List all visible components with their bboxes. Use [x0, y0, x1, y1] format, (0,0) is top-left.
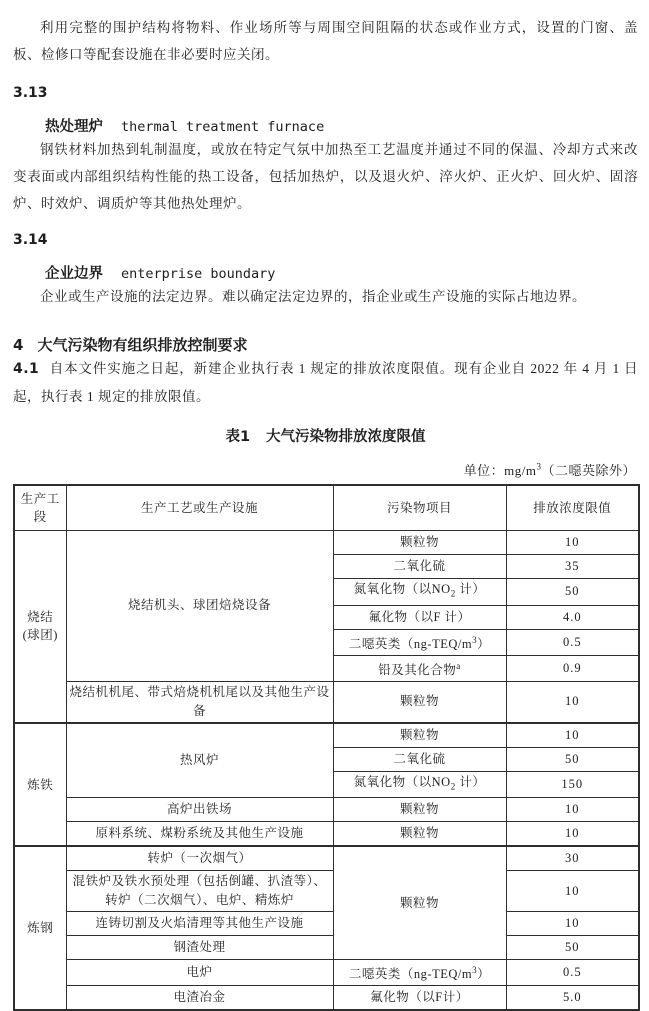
limit-cell: 4.0	[506, 605, 639, 629]
table-1-caption	[13, 425, 638, 446]
pollutant-cell: 颗粒物	[333, 822, 506, 847]
table-row	[14, 936, 639, 960]
header-process: 生产工艺或生产设施	[66, 485, 333, 531]
limit-cell: 50	[506, 936, 639, 960]
pollutant-text: 计）	[455, 582, 486, 596]
table-row	[14, 912, 639, 936]
process-cell: 烧结机机尾、带式焙烧机机尾以及其他生产设备	[66, 681, 333, 723]
pollutant-text: 计）	[455, 774, 486, 789]
table-1-unit-note	[13, 460, 636, 479]
pollutant-footnote-marker: a	[456, 660, 461, 671]
pollutant-superscript: 3	[472, 965, 478, 976]
pollutant-text: 氮氧化物（以NO	[353, 582, 451, 596]
pollutant-cell: 颗粒物	[333, 531, 506, 555]
process-cell: 转炉（一次烟气）	[66, 846, 333, 871]
limit-cell: 0.5	[506, 629, 639, 655]
table-row	[14, 986, 639, 1011]
pollutant-cell	[333, 960, 506, 986]
section-4-title: 大气污染物有组织排放控制要求	[37, 336, 248, 354]
limit-cell: 50	[506, 579, 639, 606]
limit-cell: 10	[506, 681, 639, 723]
stage-steelmaking-label: 炼钢	[27, 921, 54, 936]
limit-cell: 10	[506, 531, 639, 555]
pollutant-text: 二噁英类（ng-TEQ/m	[348, 967, 473, 982]
stage-cell-ironmaking	[14, 723, 66, 847]
pollutant-cell: 颗粒物	[333, 723, 506, 748]
limit-cell: 50	[506, 747, 639, 771]
clause-number-3-13: 3.13	[13, 85, 48, 101]
limit-cell: 10	[506, 912, 639, 936]
pollutant-cell	[333, 771, 506, 798]
term-line-3-14	[45, 262, 638, 283]
clause-number-3-14: 3.14	[13, 232, 48, 248]
table-row	[14, 681, 639, 723]
limit-cell: 10	[506, 871, 639, 912]
process-cell: 高炉出铁场	[66, 798, 333, 822]
table-row	[14, 846, 639, 871]
clause-4-1-number: 4.1	[13, 361, 40, 377]
emission-limits-table	[13, 484, 640, 1011]
table-1-caption-label: 表1	[225, 429, 251, 445]
clause-4-1-paragraph	[13, 355, 638, 410]
definition-3-13: 钢铁材料加热到轧制温度，或放在特定气氛中加热至工艺温度并通过不同的保温、冷却方式来改变表面或内部组织结构性能的热工设备，包括加热炉，以及退火炉、淬火炉、正火炉、回火炉、固溶炉、时效炉、调质炉等其他热处理炉。	[13, 142, 638, 211]
limit-cell: 0.9	[506, 655, 639, 681]
pollutant-text: ）	[477, 636, 491, 651]
pollutant-subscript: 2	[450, 781, 456, 792]
term-line-3-13	[45, 115, 638, 136]
stage-cell-steelmaking	[14, 846, 66, 1010]
limit-cell: 10	[506, 723, 639, 748]
pollutant-subscript: 2	[450, 588, 456, 599]
pollutant-text: 二噁英类（ng-TEQ/m	[348, 636, 473, 651]
table-row	[14, 531, 639, 555]
process-cell: 连铸切割及火焰清理等其他生产设施	[66, 912, 333, 936]
pollutant-superscript: 3	[472, 634, 478, 645]
stage-ironmaking-label: 炼铁	[27, 777, 54, 792]
pollutant-text: ）	[477, 967, 491, 982]
table-header-row	[14, 485, 639, 531]
table-row	[14, 822, 639, 847]
process-cell: 电渣冶金	[66, 986, 333, 1011]
header-limit: 排放浓度限值	[506, 485, 639, 531]
term-cn-enterprise-boundary: 企业边界	[45, 266, 103, 282]
stage-sintering-line1: 烧结	[27, 610, 54, 625]
pollutant-text: 氮氧化物（以NO	[353, 774, 451, 789]
pollutant-cell: 二氧化硫	[333, 555, 506, 579]
table-1-caption-title: 大气污染物排放浓度限值	[266, 429, 426, 445]
process-cell: 混铁炉及铁水预处理（包括倒罐、扒渣等）、转炉（二次烟气）、电炉、精炼炉	[66, 871, 333, 912]
section-4-heading	[13, 334, 638, 355]
pollutant-cell	[333, 655, 506, 681]
pollutant-cell: 颗粒物	[333, 681, 506, 723]
process-cell: 电炉	[66, 960, 333, 986]
pollutant-cell: 颗粒物	[333, 846, 506, 960]
limit-cell: 10	[506, 822, 639, 847]
pollutant-cell	[333, 579, 506, 606]
header-stage: 生产工段	[14, 485, 66, 531]
limit-cell: 150	[506, 771, 639, 798]
unit-note-pre: 单位：mg/m	[463, 463, 537, 478]
process-cell: 钢渣处理	[66, 936, 333, 960]
table-row	[14, 723, 639, 748]
term-cn-thermal-furnace: 热处理炉	[45, 119, 103, 135]
unit-note-sup: 3	[536, 461, 542, 472]
pollutant-cell: 二氧化硫	[333, 747, 506, 771]
term-en-thermal-furnace: thermal treatment furnace	[121, 119, 325, 135]
unit-note-post: （二噁英除外）	[541, 463, 636, 478]
clause-4-1-text: 自本文件实施之日起，新建企业执行表 1 规定的排放浓度限值。现有企业自 2022 年 4 月 1 日起，执行表 1 规定的排放限值。	[13, 361, 638, 404]
limit-cell: 10	[506, 798, 639, 822]
table-row	[14, 798, 639, 822]
process-cell: 原料系统、煤粉系统及其他生产设施	[66, 822, 333, 847]
process-cell: 烧结机头、球团焙烧设备	[66, 531, 333, 682]
pollutant-text: 铅及其化合物	[378, 662, 457, 677]
section-4-number: 4	[13, 336, 24, 354]
stage-sintering-line2: (球团)	[22, 628, 58, 643]
definition-3-14: 企业或生产设施的法定边界。难以确定法定边界的，指企业或生产设施的实际占地边界。	[40, 289, 586, 304]
pollutant-cell: 氟化物（以F计）	[333, 986, 506, 1011]
pollutant-cell	[333, 629, 506, 655]
process-cell: 热风炉	[66, 723, 333, 798]
pollutant-cell: 颗粒物	[333, 798, 506, 822]
term-en-enterprise-boundary: enterprise boundary	[121, 266, 276, 282]
limit-cell: 5.0	[506, 986, 639, 1011]
header-pollutant: 污染物项目	[333, 485, 506, 531]
limit-cell: 30	[506, 846, 639, 871]
table-row	[14, 960, 639, 986]
stage-cell-sintering	[14, 531, 66, 723]
intro-paragraph: 利用完整的围护结构将物料、作业场所等与周围空间阻隔的状态或作业方式，设置的门窗、盖板、检修口等配套设施在非必要时应关闭。	[13, 20, 638, 62]
limit-cell: 0.5	[506, 960, 639, 986]
limit-cell: 35	[506, 555, 639, 579]
pollutant-cell: 氟化物（以F 计）	[333, 605, 506, 629]
